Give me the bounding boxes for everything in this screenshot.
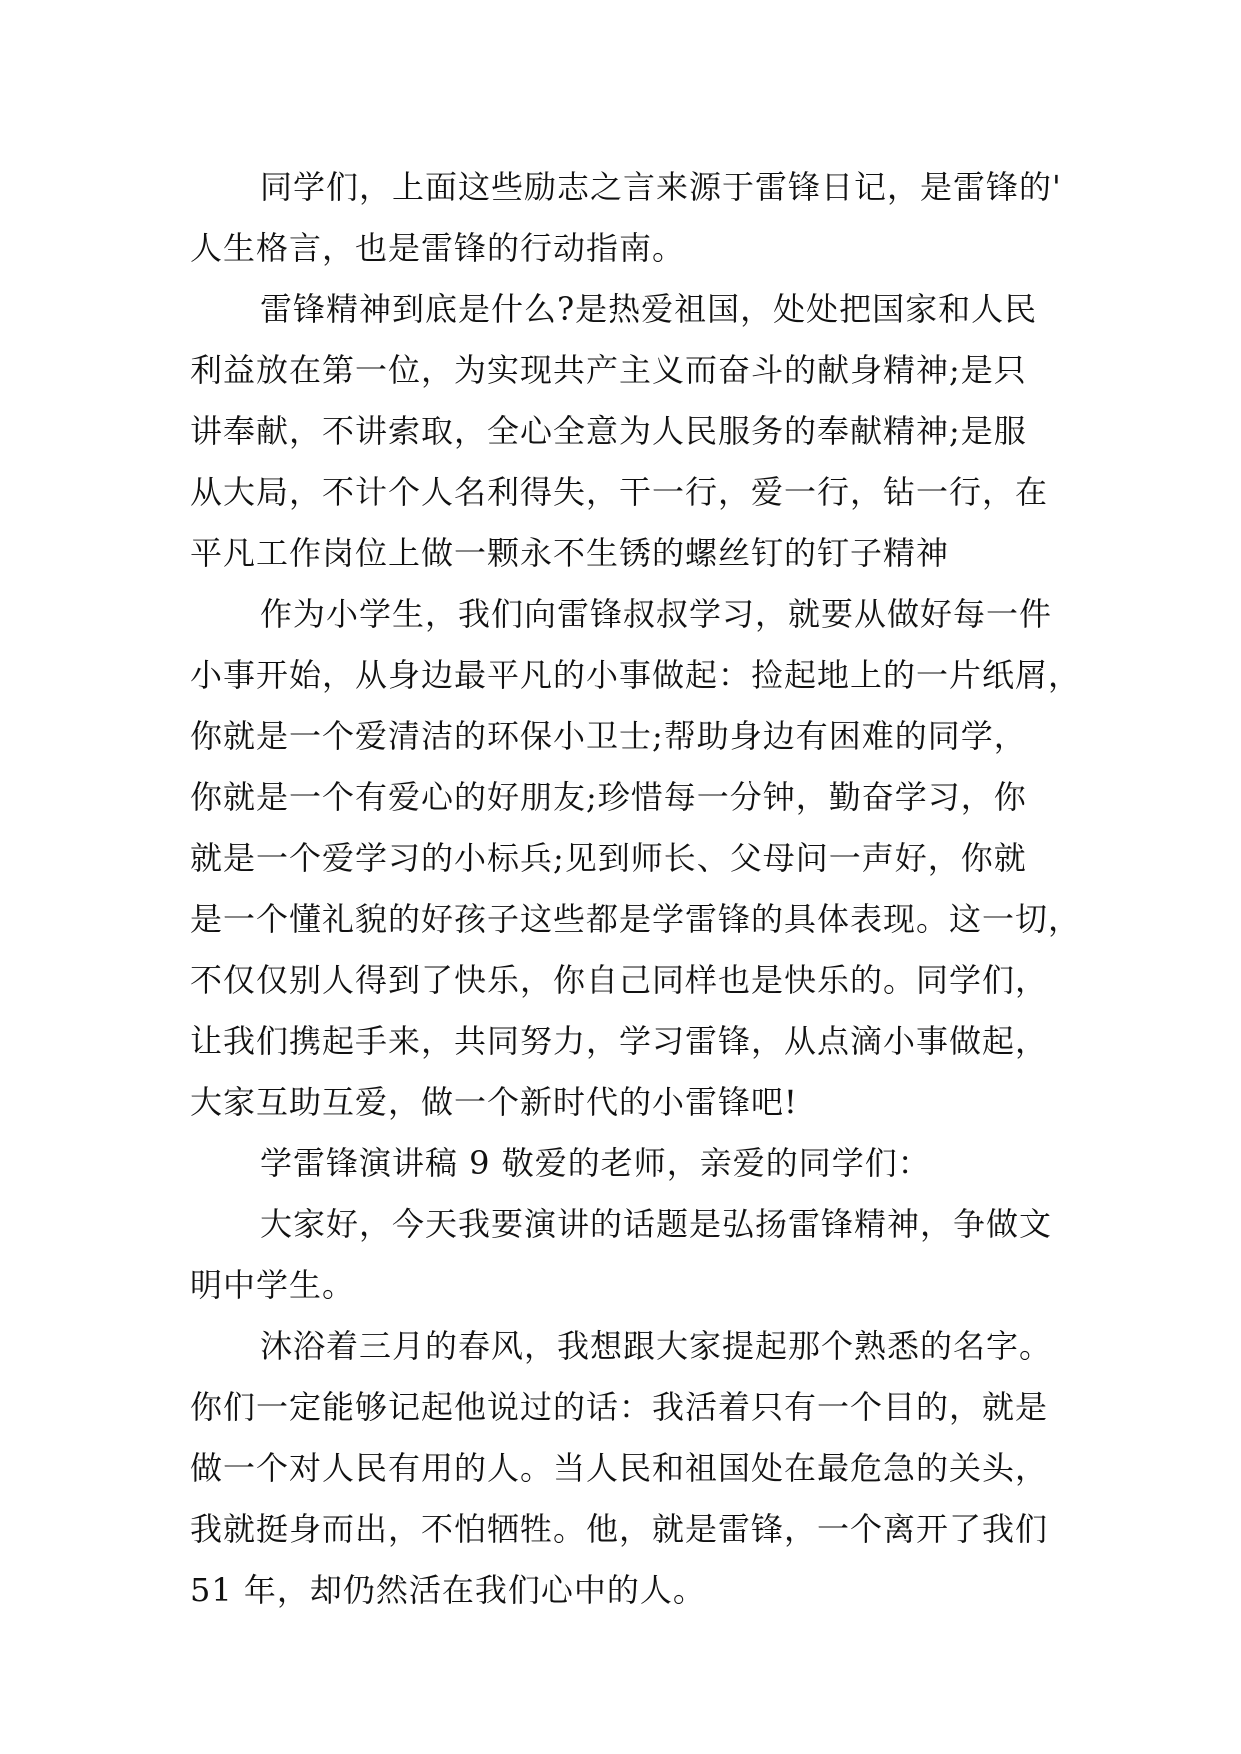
text-line: 人生格言，也是雷锋的行动指南。 [190, 229, 686, 267]
text-line: 就是一个爱学习的小标兵;见到师长、父母问一声好，你就 [190, 839, 1027, 877]
text-line: 你就是一个爱清洁的环保小卫士;帮助身边有困难的同学， [190, 717, 1027, 755]
text-line: 明中学生。 [190, 1266, 356, 1304]
text-line: 讲奉献，不讲索取，全心全意为人民服务的奉献精神;是服 [190, 412, 1027, 450]
text-line: 大家好，今天我要演讲的话题是弘扬雷锋精神，争做文 [260, 1205, 1053, 1243]
text-line: 雷锋精神到底是什么?是热爱祖国，处处把国家和人民 [260, 290, 1038, 328]
text-line: 你就是一个有爱心的好朋友;珍惜每一分钟，勤奋学习，你 [190, 778, 1027, 816]
text-line: 同学们，上面这些励志之言来源于雷锋日记，是雷锋的' [260, 168, 1062, 206]
text-line: 是一个懂礼貌的好孩子这些都是学雷锋的具体表现。这一切， [190, 900, 1082, 938]
text-line: 你们一定能够记起他说过的话：我活着只有一个目的，就是 [190, 1388, 1049, 1426]
text-line: 大家互助互爱，做一个新时代的小雷锋吧! [190, 1083, 798, 1121]
text-line: 我就挺身而出，不怕牺牲。他，就是雷锋，一个离开了我们 [190, 1510, 1049, 1548]
text-line: 51 年，却仍然活在我们心中的人。 [190, 1571, 706, 1609]
text-line: 不仅仅别人得到了快乐，你自己同样也是快乐的。同学们， [190, 961, 1049, 999]
text-line: 做一个对人民有用的人。当人民和祖国处在最危急的关头， [190, 1449, 1049, 1487]
text-line: 小事开始，从身边最平凡的小事做起：捡起地上的一片纸屑， [190, 656, 1082, 694]
body-text [190, 157, 1082, 1621]
text-line: 作为小学生，我们向雷锋叔叔学习，就要从做好每一件 [260, 595, 1053, 633]
text-line: 学雷锋演讲稿 9 敬爱的老师，亲爱的同学们： [260, 1144, 931, 1182]
text-line: 利益放在第一位，为实现共产主义而奋斗的献身精神;是只 [190, 351, 1027, 389]
text-line: 从大局，不计个人名利得失，干一行，爱一行，钻一行，在 [190, 473, 1049, 511]
text-line: 让我们携起手来，共同努力，学习雷锋，从点滴小事做起， [190, 1022, 1049, 1060]
text-line: 平凡工作岗位上做一颗永不生锈的螺丝钉的钉子精神 [190, 534, 950, 572]
text-line: 沐浴着三月的春风，我想跟大家提起那个熟悉的名字。 [260, 1327, 1053, 1365]
